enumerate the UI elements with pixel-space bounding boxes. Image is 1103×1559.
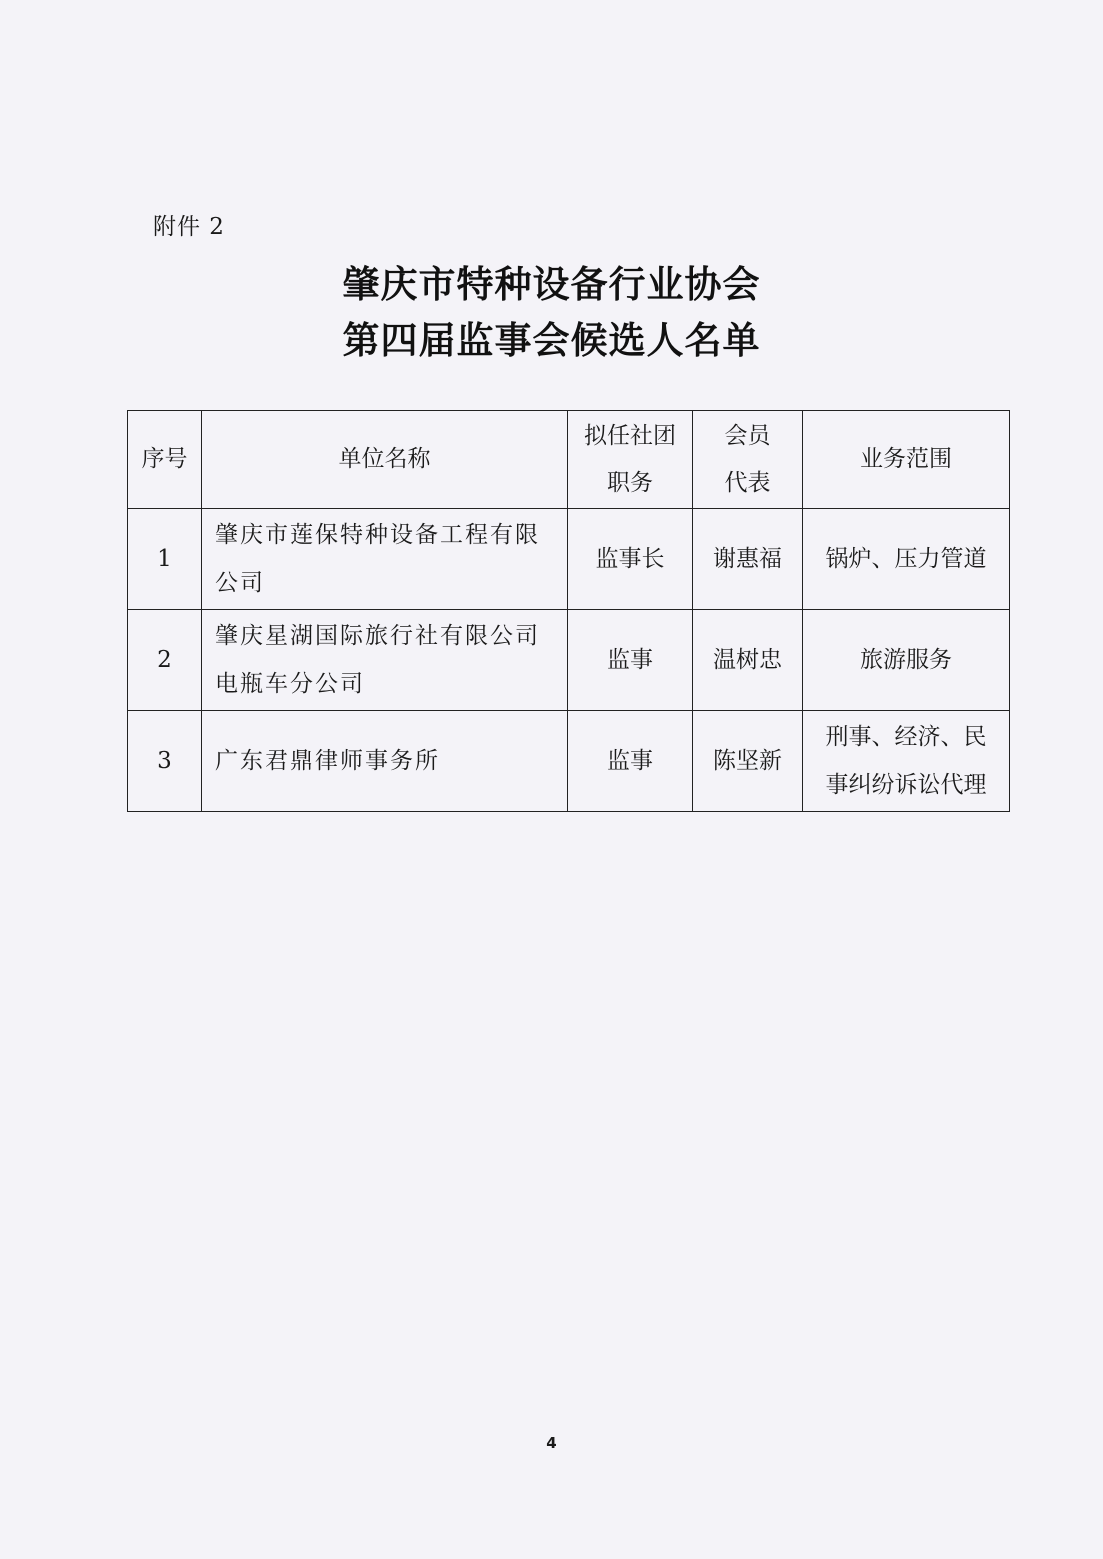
cell-business — [803, 610, 1010, 711]
cell-business-line1: 旅游服务 — [860, 647, 952, 673]
cell-unit — [202, 711, 568, 812]
cell-business-line1: 刑事、经济、民 — [825, 724, 987, 750]
cell-member: 温树忠 — [693, 610, 803, 711]
header-seq: 序号 — [128, 411, 202, 509]
header-position-line2: 职务 — [607, 469, 653, 496]
header-member-line2: 代表 — [724, 469, 771, 496]
document-title-line1: 肇庆市特种设备行业协会 — [342, 263, 761, 306]
cell-business — [803, 509, 1010, 610]
cell-unit-line2: 公司 — [215, 570, 265, 596]
page-number: 4 — [546, 1434, 557, 1452]
table-row — [128, 509, 1010, 610]
cell-unit — [202, 509, 568, 610]
cell-seq: 1 — [128, 509, 202, 610]
table-row — [128, 610, 1010, 711]
header-position-line1: 拟任社团 — [584, 422, 676, 449]
cell-position: 监事 — [568, 610, 693, 711]
cell-unit-line2: 电瓶车分公司 — [215, 671, 365, 697]
cell-unit-line1: 肇庆星湖国际旅行社有限公司 — [215, 623, 540, 649]
header-business: 业务范围 — [803, 411, 1010, 509]
table-header-row — [128, 411, 1010, 509]
table-row — [128, 711, 1010, 812]
cell-member: 陈坚新 — [693, 711, 803, 812]
document-title-line2: 第四届监事会候选人名单 — [342, 319, 761, 362]
header-member-line1: 会员 — [724, 422, 771, 449]
cell-business-line1: 锅炉、压力管道 — [825, 546, 987, 572]
attachment-label: 附件 2 — [153, 214, 225, 240]
cell-seq: 2 — [128, 610, 202, 711]
header-member — [693, 411, 803, 509]
candidate-table — [127, 410, 1010, 812]
header-unit: 单位名称 — [202, 411, 568, 509]
cell-seq: 3 — [128, 711, 202, 812]
header-position — [568, 411, 693, 509]
cell-unit — [202, 610, 568, 711]
cell-position: 监事 — [568, 711, 693, 812]
cell-business — [803, 711, 1010, 812]
cell-unit-line1: 肇庆市莲保特种设备工程有限 — [215, 522, 540, 548]
cell-business-line2: 事纠纷诉讼代理 — [825, 772, 987, 798]
cell-unit-line1: 广东君鼎律师事务所 — [215, 748, 440, 774]
cell-member: 谢惠福 — [693, 509, 803, 610]
cell-position: 监事长 — [568, 509, 693, 610]
